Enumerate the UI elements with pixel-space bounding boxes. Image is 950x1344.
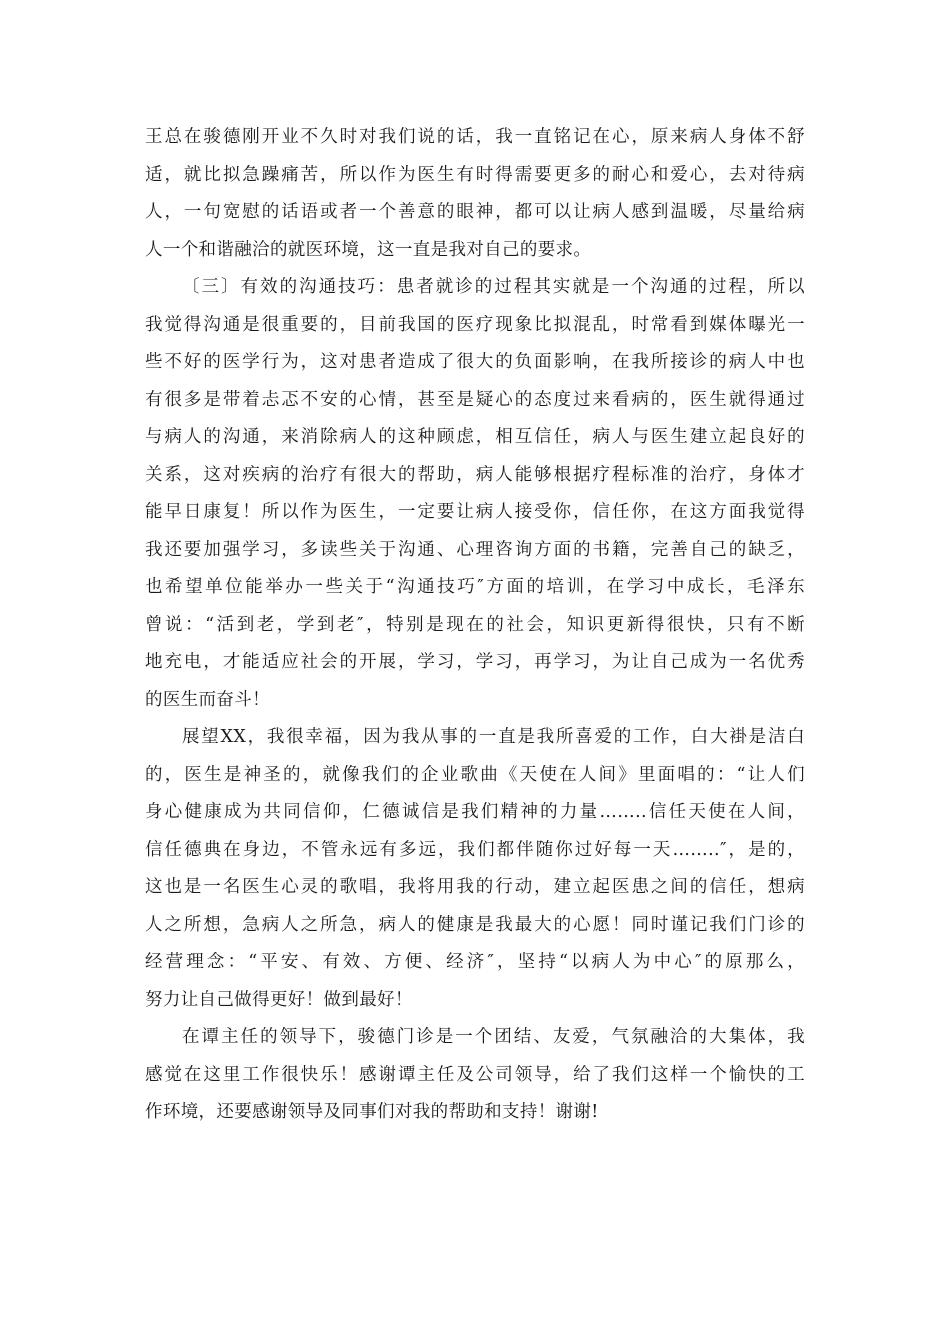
text-line: 地充电，才能适应社会的开展，学习，学习，再学习，为让自己成为一名优秀 <box>145 652 805 672</box>
text-line: 些不好的医学行为，这对患者造成了很大的负面影响，在我所接诊的病人中也 <box>145 352 805 372</box>
text-line: 的医生而奋斗！ <box>145 689 270 710</box>
text-line: 我觉得沟通是很重要的，目前我国的医疗现象比拟混乱，时常看到媒体曝光一 <box>145 314 805 335</box>
text-line: 这也是一名医生心灵的歌唱，我将用我的行动，建立起医患之间的信任，想病 <box>145 877 805 897</box>
text-line: 与病人的沟通，来消除病人的这种顾虑，相互信任，病人与医生建立起良好的 <box>145 427 805 447</box>
body-text <box>145 119 805 1132</box>
paragraph-first-line: 〔三〕有效的沟通技巧：患者就诊的过程其实就是一个沟通的过程，所以 <box>182 277 805 297</box>
text-line: 努力让自己做得更好！做到最好！ <box>145 989 413 1010</box>
text-line: 人一个和谐融洽的就医环境，这一直是我对自己的要求。 <box>145 239 592 260</box>
paragraph-first-line: 展望XX，我很幸福，因为我从事的一直是我所喜爱的工作，白大褂是洁白 <box>182 727 805 747</box>
text-line: 王总在骏德刚开业不久时对我们说的话，我一直铭记在心，原来病人身体不舒 <box>145 127 805 147</box>
text-line: 的，医生是神圣的，就像我们的企业歌曲《天使在人间》里面唱的：“让人们 <box>145 764 805 785</box>
text-line: 曾说：“活到老，学到老″，特别是现在的社会，知识更新得很快，只有不断 <box>145 614 805 635</box>
text-line: 经营理念：“平安、有效、方便、经济″，坚持“以病人为中心″的原那么， <box>145 952 805 972</box>
text-line: 作环境，还要感谢领导及同事们对我的帮助和支持！谢谢! <box>145 1102 599 1122</box>
text-line: 有很多是带着忐忑不安的心情，甚至是疑心的态度过来看病的，医生就得通过 <box>145 389 805 410</box>
text-line: 关系，这对疾病的治疗有很大的帮助，病人能够根据疗程标准的治疗，身体才 <box>145 464 805 485</box>
text-line: 人，一句宽慰的话语或者一个善意的眼神，都可以让病人感到温暖，尽量给病 <box>145 202 805 222</box>
text-line: 我还要加强学习，多读些关于沟通、心理咨询方面的书籍，完善自己的缺乏， <box>145 539 805 560</box>
text-line: 也希望单位能举办一些关于“沟通技巧″方面的培训，在学习中成长，毛泽东 <box>145 577 805 597</box>
text-line: 适，就比拟急躁痛苦，所以作为医生有时得需要更多的耐心和爱心，去对待病 <box>145 164 805 185</box>
text-line: 人之所想，急病人之所急，病人的健康是我最大的心愿！同时谨记我们门诊的 <box>145 914 805 935</box>
paragraph-first-line: 在谭主任的领导下，骏德门诊是一个团结、友爱，气氛融洽的大集体，我 <box>182 1027 805 1047</box>
text-line: 信任德典在身边，不管永远有多远，我们都伴随你过好每一天……..″，是的， <box>145 839 805 860</box>
text-line: 感觉在这里工作很快乐！感谢谭主任及公司领导，给了我们这样一个愉快的工 <box>145 1064 805 1085</box>
text-line: 能早日康复！所以作为医生，一定要让病人接受你，信任你，在这方面我觉得 <box>145 502 805 522</box>
text-line: 身心健康成为共同信仰，仁德诚信是我们精神的力量……..信任天使在人间， <box>145 802 805 822</box>
